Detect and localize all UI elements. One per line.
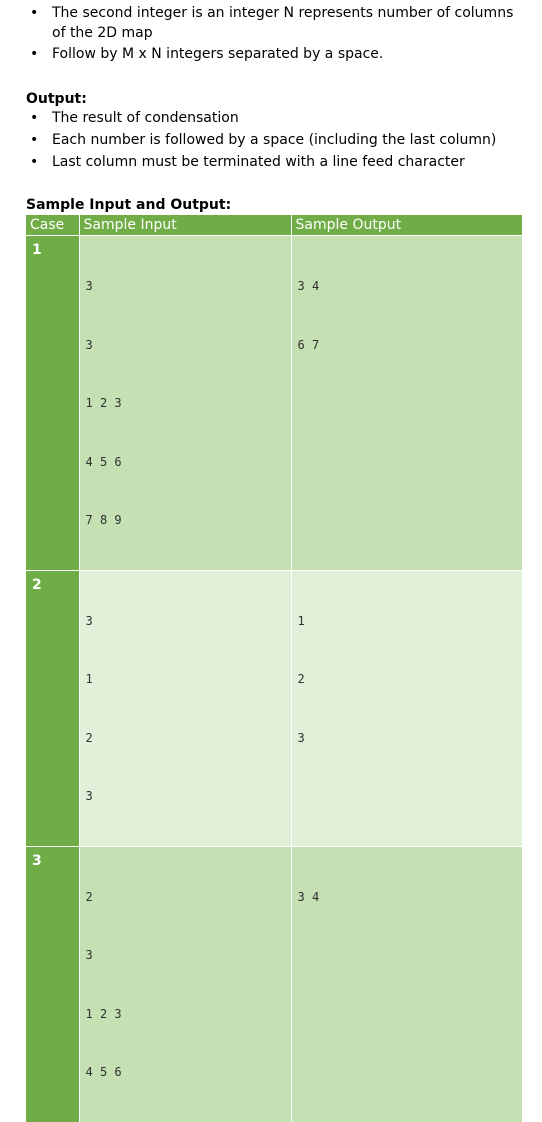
input-line: 3 xyxy=(85,789,93,803)
input-line: 3 xyxy=(85,948,93,962)
output-bullet-text: The result of condensation xyxy=(52,110,239,126)
output-line: 3 4 xyxy=(297,279,320,293)
output-line: 6 7 xyxy=(297,337,320,352)
table-row xyxy=(26,236,522,571)
column-header-case: Case xyxy=(26,215,79,236)
bullet-icon: • xyxy=(30,110,39,126)
sample-output-cell xyxy=(291,846,522,1122)
output-line: 1 xyxy=(297,613,305,628)
input-line: 1 2 3 xyxy=(85,396,122,410)
table-row xyxy=(26,570,522,846)
input-line: 3 xyxy=(85,613,93,628)
input-line: 1 2 3 xyxy=(85,1006,122,1021)
input-bullet-text: The second integer is an integer N represents number of columns of the 2D map xyxy=(52,5,514,41)
case-number: 1 xyxy=(26,236,79,571)
bullet-icon: • xyxy=(30,154,39,170)
output-line: 3 xyxy=(297,730,305,745)
column-header-sample-output: Sample Output xyxy=(291,215,522,236)
input-bullet xyxy=(0,3,520,43)
table-header-row xyxy=(26,215,522,236)
output-line: 3 4 xyxy=(297,889,320,904)
output-bullet-text: Last column must be terminated with a line feed character xyxy=(52,154,465,170)
output-description-list xyxy=(0,108,520,174)
output-bullet xyxy=(0,108,520,128)
sample-output-cell xyxy=(291,570,522,846)
output-line: 2 xyxy=(297,672,305,686)
output-bullet-text: Each number is followed by a space (including the last column) xyxy=(52,132,497,148)
case-number: 3 xyxy=(26,846,79,1122)
table-row xyxy=(26,846,522,1122)
input-line: 2 xyxy=(85,730,93,745)
sample-table xyxy=(26,215,522,1122)
input-line: 4 5 6 xyxy=(85,454,122,469)
input-bullet xyxy=(0,44,520,64)
sample-heading: Sample Input and Output: xyxy=(26,197,232,213)
input-line: 7 8 9 xyxy=(85,513,122,527)
case-number: 2 xyxy=(26,570,79,846)
input-line: 4 5 6 xyxy=(85,1065,122,1079)
sample-input-cell xyxy=(79,846,291,1122)
input-line: 1 xyxy=(85,672,93,686)
output-bullet xyxy=(0,130,520,150)
sample-input-cell xyxy=(79,236,291,571)
input-description-list xyxy=(0,3,520,65)
input-bullet-text: Follow by M x N integers separated by a space. xyxy=(52,46,384,62)
bullet-icon: • xyxy=(30,5,39,21)
column-header-sample-input: Sample Input xyxy=(79,215,291,236)
input-line: 3 xyxy=(85,337,93,352)
input-line: 2 xyxy=(85,889,93,904)
sample-output-cell xyxy=(291,236,522,571)
output-heading: Output: xyxy=(26,91,87,107)
bullet-icon: • xyxy=(30,46,39,62)
input-line: 3 xyxy=(85,279,93,293)
sample-input-cell xyxy=(79,570,291,846)
output-bullet xyxy=(0,152,520,172)
bullet-icon: • xyxy=(30,132,39,148)
